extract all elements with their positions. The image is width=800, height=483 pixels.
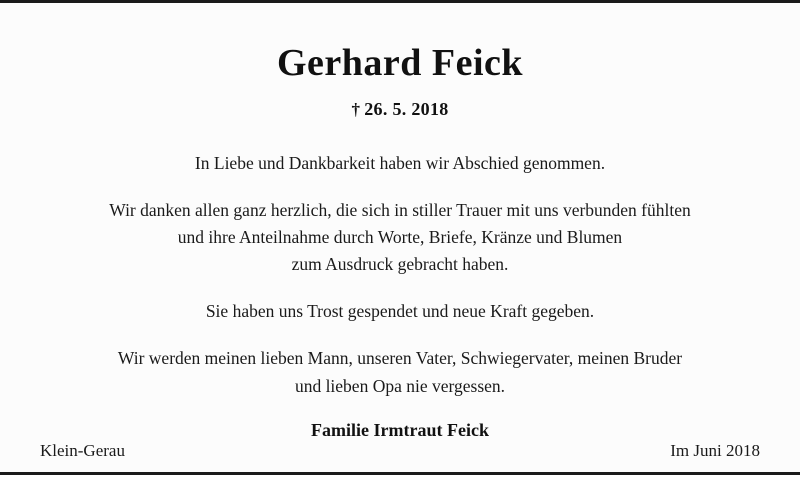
issue-date-label: Im Juni 2018	[670, 440, 760, 460]
paragraph	[40, 150, 760, 177]
obituary-body	[40, 150, 760, 441]
cross-icon: †	[351, 99, 361, 119]
text-line: zum Ausdruck gebracht haben.	[291, 254, 509, 275]
family-signature: Familie Irmtraut Feick	[311, 419, 489, 440]
text-line: Wir danken allen ganz herzlich, die sich in stiller Trauer mit uns verbunden fühlten	[109, 199, 691, 220]
text-line: Wir werden meinen lieben Mann, unseren Vater, Schwiegervater, meinen Bruder	[117, 348, 683, 369]
text-line: Sie haben uns Trost gespendet und neue Kraft gegeben.	[205, 301, 595, 322]
death-date-value: 26. 5. 2018	[364, 98, 449, 119]
notice-footer	[40, 441, 760, 483]
paragraph	[40, 298, 760, 325]
page-title: Gerhard Feick	[276, 42, 524, 84]
text-line: und lieben Opa nie vergessen.	[294, 375, 506, 396]
death-date	[40, 99, 760, 120]
paragraph	[40, 197, 760, 278]
text-line: und ihre Anteilnahme durch Worte, Briefe, Kränze und Blumen	[177, 227, 623, 248]
text-line: In Liebe und Dankbarkeit haben wir Abschied genommen.	[194, 152, 606, 173]
paragraph	[40, 345, 760, 399]
place-label: Klein-Gerau	[40, 440, 125, 460]
